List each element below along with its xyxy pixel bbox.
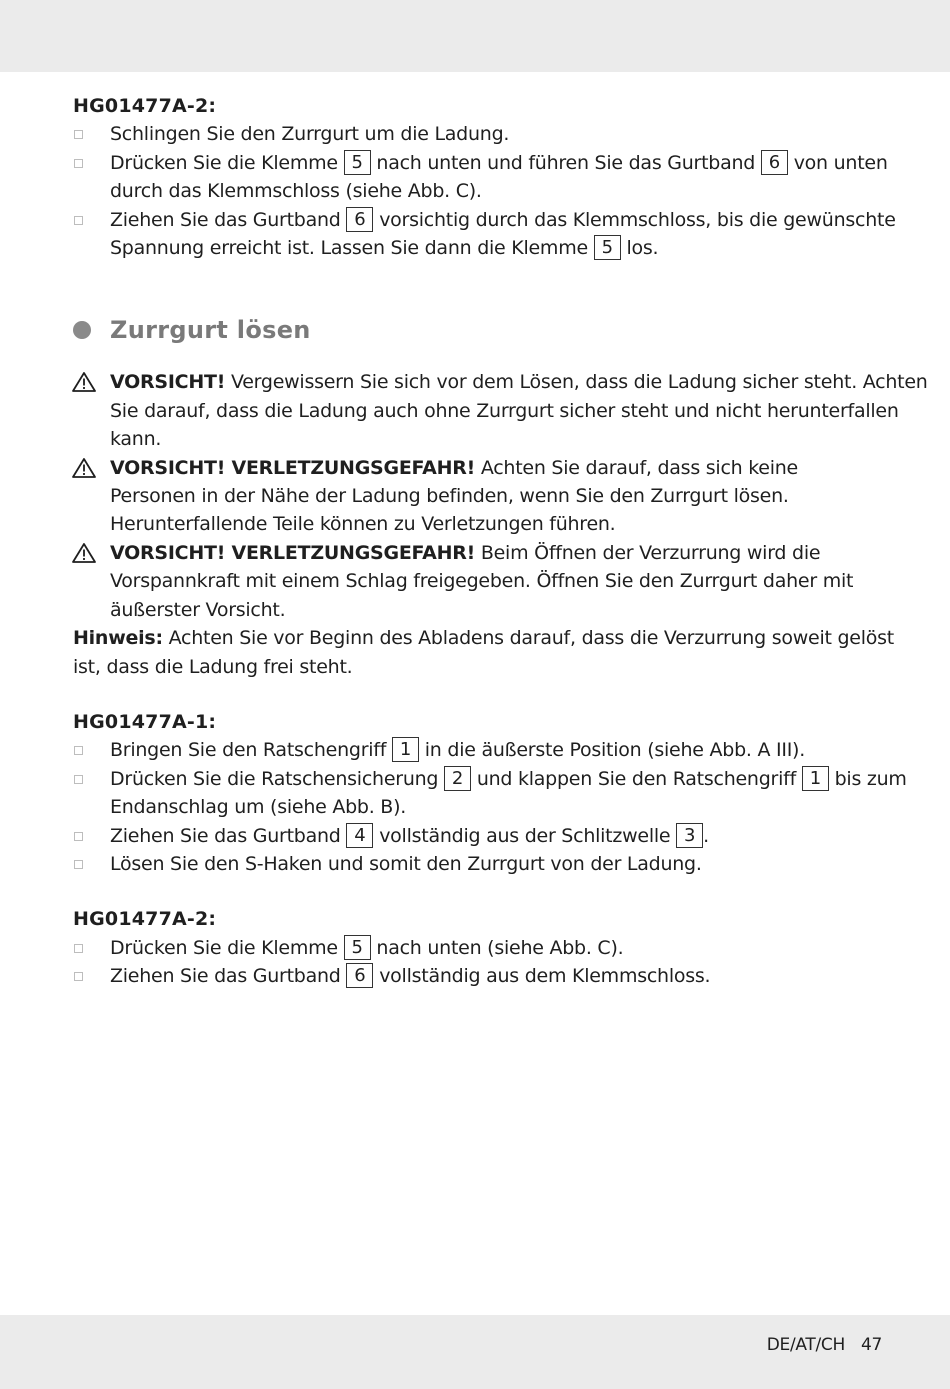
page-footer [767,1333,882,1357]
section-heading-a1: HG01477A-1: [73,710,217,733]
warning-triangle-icon [71,542,97,564]
checkbox-bullet-icon [74,216,83,225]
section-title: Zurrgurt lösen [73,314,873,346]
checkbox-bullet-icon [74,159,83,168]
warning-triangle-icon [71,457,97,479]
list-item: Drücken Sie die Klemme 5 nach unten (siehe Abb. C). [73,934,873,962]
note-block: Hinweis: Achten Sie vor Beginn des Abladens darauf, dass die Verzurrung soweit gelöst ist, dass die Ladung frei steht. [73,627,894,678]
checkbox-bullet-icon [74,860,83,869]
part-number-badge: 5 [344,150,371,175]
warning-block: VORSICHT! VERLETZUNGSGEFAHR! Achten Sie darauf, dass sich keine Personen in der Nähe der Ladung befinden, wenn Sie den Zurrgurt lösen. Herunterfallende Teile können zu Verletzungen führen. [73,454,873,539]
part-number-badge: 3 [676,823,703,848]
warning-block: VORSICHT! VERLETZUNGSGEFAHR! Beim Öffnen der Verzurrung wird die Vorspannkraft mit einem Schlag freigegeben. Öffnen Sie den Zurrgurt daher mit äußerster Vorsicht. [73,539,873,624]
checkbox-bullet-icon [74,775,83,784]
part-number-badge: 6 [761,150,788,175]
checkbox-bullet-icon [74,746,83,755]
region-label: DE/AT/CH [766,1335,845,1355]
header-band [0,0,950,72]
part-number-badge: 1 [802,766,829,791]
note-label: Hinweis: [73,627,163,650]
part-number-badge: 6 [346,963,373,988]
page-number: 47 [860,1335,882,1355]
part-number-badge: 2 [444,766,471,791]
list-item: Ziehen Sie das Gurtband 4 vollständig aus der Schlitzwelle 3 . [73,822,873,850]
section-dot-icon [73,321,91,339]
warning-label: VORSICHT! [110,371,226,394]
list-item: Ziehen Sie das Gurtband 6 vollständig aus dem Klemmschloss. [73,962,873,990]
checkbox-bullet-icon [74,972,83,981]
list-item: Ziehen Sie das Gurtband 6 vorsichtig durch das Klemmschloss, bis die gewünschte Spannung erreicht ist. Lassen Sie dann die Klemme 5 los. [73,206,873,263]
part-number-badge: 5 [594,235,621,260]
warning-label: VORSICHT! VERLETZUNGSGEFAHR! [110,456,476,479]
checkbox-bullet-icon [74,944,83,953]
list-item: Drücken Sie die Klemme 5 nach unten und führen Sie das Gurtband 6 von unten durch das Klemmschloss (siehe Abb. C). [73,149,873,206]
checkbox-bullet-icon [74,832,83,841]
part-number-badge: 6 [346,207,373,232]
list-item: Schlingen Sie den Zurrgurt um die Ladung. [73,120,873,148]
part-number-badge: 5 [344,935,371,960]
warning-label: VORSICHT! VERLETZUNGSGEFAHR! [110,541,476,564]
part-number-badge: 4 [346,823,373,848]
page-content [73,92,928,991]
section-heading-a2: HG01477A-2: [73,95,217,117]
list-item: Bringen Sie den Ratschengriff 1 in die äußerste Position (siehe Abb. A III). [73,736,873,764]
checkbox-bullet-icon [74,130,83,139]
section-heading-a2-release: HG01477A-2: [73,908,217,931]
warning-triangle-icon [71,371,97,393]
part-number-badge: 1 [392,737,419,762]
list-item: Drücken Sie die Ratschensicherung 2 und klappen Sie den Ratschengriff 1 bis zum Endanschlag um (siehe Abb. B). [73,765,873,822]
list-item: Lösen Sie den S-Haken und somit den Zurrgurt von der Ladung. [73,850,873,878]
warning-block: VORSICHT! Vergewissern Sie sich vor dem Lösen, dass die Ladung sicher steht. Achten Sie darauf, dass die Ladung auch ohne Zurrgurt sicher steht und nicht herunterfallen kann. [73,368,873,453]
